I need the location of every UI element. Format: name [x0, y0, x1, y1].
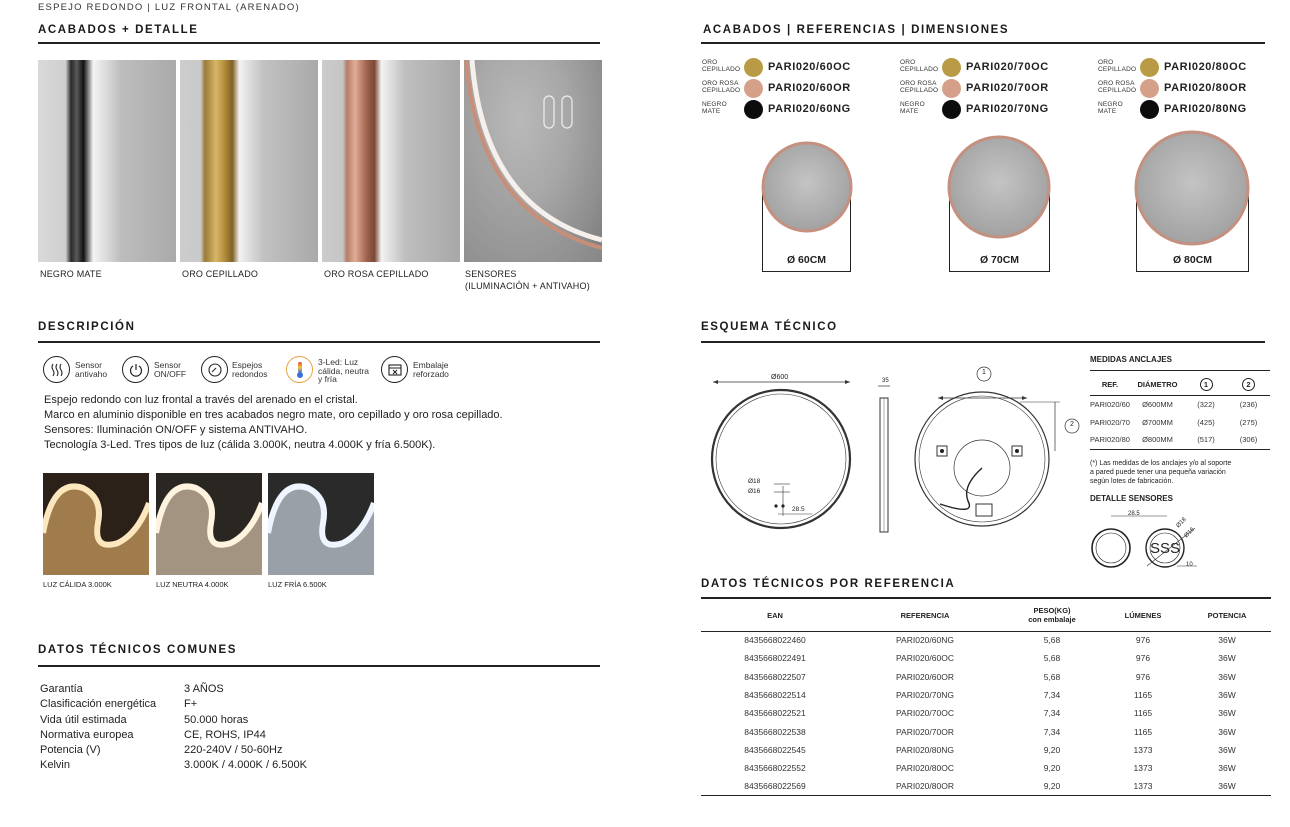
swatch-rose — [1140, 79, 1159, 98]
description-title: DESCRIPCIÓN — [38, 321, 136, 333]
swatch-gold — [1140, 58, 1159, 77]
feature-label-package: Embalaje reforzado — [413, 360, 449, 379]
dim-depth: 35 — [882, 378, 889, 384]
spec-key: Potencia (V) — [40, 744, 101, 756]
schema-rule — [701, 341, 1265, 343]
spec-key: Garantía — [40, 683, 83, 695]
description-line: Sensores: Iluminación ON/OFF y sistema ANTIVAHO. — [44, 424, 308, 436]
dim-detail-height: 10 — [1186, 562, 1193, 568]
ref-code: PARI020/70NG — [966, 103, 1049, 115]
mirror-80-image — [1132, 128, 1252, 248]
table-row: 8435668022491 PARI020/60OC 5,68 976 36W — [744, 653, 1236, 664]
swatch-black — [744, 100, 763, 119]
light-label-warm: LUZ CÁLIDA 3.000K — [43, 580, 112, 589]
table-row: 8435668022507 PARI020/60OR 5,68 976 36W — [744, 671, 1236, 682]
description-line: Tecnología 3-Led. Tres tipos de luz (cálida 3.000K, neutra 4.000K y fría 6.500K). — [44, 439, 436, 451]
mirror-60-image — [760, 140, 854, 234]
anchors-note: (*) Las medidas de los anclajes y/o al soporte a pared puede tener una pequeña variación según lotes de fabricación. — [1090, 460, 1232, 485]
dim-sensor-d2: Ø16 — [748, 488, 761, 495]
dim-sensor-offset: 28.5 — [792, 506, 805, 513]
sensor-antivaho-icon — [43, 356, 70, 383]
swatch-rose — [942, 79, 961, 98]
ref-code: PARI020/80OC — [1164, 61, 1247, 73]
ref-code: PARI020/80NG — [1164, 103, 1247, 115]
table-row: 8435668022521 PARI020/70OC 7,34 1165 36W — [744, 708, 1236, 719]
light-sample-warm — [43, 473, 149, 575]
mirror-70-image — [946, 134, 1052, 240]
feature-label-onoff: Sensor ON/OFF — [154, 360, 187, 379]
finish-name-black: NEGRO MATE — [1098, 101, 1123, 115]
swatch-black — [942, 100, 961, 119]
finish-name-gold: ORO CEPILLADO — [702, 59, 741, 73]
spec-value: F+ — [184, 698, 198, 710]
spec-key: Clasificación energética — [40, 698, 157, 710]
finish-name-gold: ORO CEPILLADO — [1098, 59, 1137, 73]
sensors-detail-title: DETALLE SENSORES — [1090, 494, 1173, 503]
diameter-70: Ø 70CM — [979, 254, 1020, 266]
ref-code: PARI020/80OR — [1164, 82, 1247, 94]
light-sample-cold — [268, 473, 374, 575]
description-line: Marco en aluminio disponible en tres acabados negro mate, oro cepillado y oro rosa cepillado. — [44, 409, 503, 421]
light-label-cold: LUZ FRÍA 6.500K — [268, 580, 327, 589]
dim-detail-d1: Ø18 — [1175, 516, 1188, 530]
finish-name-rose: ORO ROSA CEPILLADO — [1098, 80, 1137, 94]
feature-label-antivaho: Sensor antivaho — [75, 360, 108, 379]
anchors-header: REF. — [1101, 379, 1119, 389]
table-row: PARI020/60 Ø600MM (322) (236) — [1090, 399, 1258, 409]
finishes-rule — [38, 42, 600, 44]
tech-header-weight: PESO(KG) con embalaje — [1028, 606, 1076, 625]
round-mirror-icon — [201, 356, 228, 383]
ref-code: PARI020/70OR — [966, 82, 1049, 94]
tech-header: POTENCIA — [1207, 610, 1247, 620]
ref-code: PARI020/60OC — [768, 61, 851, 73]
anchors-table — [1090, 374, 1270, 450]
ref-code: PARI020/60NG — [768, 103, 851, 115]
spec-value: 50.000 horas — [184, 714, 249, 726]
spec-value: 220-240V / 50-60Hz — [184, 744, 283, 756]
reinforced-package-icon — [381, 356, 408, 383]
finish-photo-sensors — [464, 60, 602, 262]
table-row: 8435668022569 PARI020/80OR 9,20 1373 36W — [701, 777, 1271, 795]
description-line: Espejo redondo con luz frontal a través del arenado en el cristal. — [44, 394, 358, 406]
anchors-rule — [1090, 370, 1270, 371]
swatch-black — [1140, 100, 1159, 119]
spec-key: Vida útil estimada — [40, 714, 127, 726]
light-sample-neutral — [156, 473, 262, 575]
anchors-header-2: 2 — [1227, 374, 1270, 395]
finish-name-black: NEGRO MATE — [900, 101, 925, 115]
finish-photo-black — [38, 60, 176, 262]
spec-value: 3.000K / 4.000K / 6.500K — [184, 759, 307, 771]
refs-title: ACABADOS | REFERENCIAS | DIMENSIONES — [703, 24, 1010, 36]
spec-value: 3 AÑOS — [184, 683, 224, 695]
diameter-80: Ø 80CM — [1172, 254, 1213, 266]
dim-sensor-d1: Ø18 — [748, 478, 761, 485]
finish-label-sensors: SENSORES — [465, 269, 517, 279]
finish-photo-rose — [322, 60, 460, 262]
table-row: 8435668022538 PARI020/70OR 7,34 1165 36W — [744, 726, 1236, 737]
anchors-title: MEDIDAS ANCLAJES — [1090, 355, 1172, 364]
swatch-gold — [942, 58, 961, 77]
tech-header: REFERENCIA — [900, 610, 950, 620]
tech-header: EAN — [767, 610, 783, 620]
swatch-rose — [744, 79, 763, 98]
dim-front-diameter: Ø600 — [771, 374, 789, 381]
svg-text:SSS: SSS — [1149, 540, 1181, 557]
technical-drawing — [700, 356, 1085, 546]
light-label-neutral: LUZ NEUTRA 4.000K — [156, 580, 229, 589]
ref-code: PARI020/70OC — [966, 61, 1049, 73]
dim-detail-offset: 28.5 — [1128, 511, 1140, 517]
tech-header: LÚMENES — [1124, 610, 1162, 620]
finish-name-black: NEGRO MATE — [702, 101, 727, 115]
finishes-title: ACABADOS + DETALLE — [38, 24, 199, 36]
table-row: 8435668022460 PARI020/60NG 5,68 976 36W — [744, 635, 1236, 646]
power-icon — [122, 356, 149, 383]
tech-rule — [701, 597, 1271, 599]
spec-key: Normativa europea — [40, 729, 134, 741]
spec-value: CE, ROHS, IP44 — [184, 729, 266, 741]
table-row: 8435668022514 PARI020/70NG 7,34 1165 36W — [744, 690, 1236, 701]
common-specs-rule — [38, 665, 600, 667]
table-row: PARI020/80 Ø800MM (517) (306) — [1090, 431, 1270, 449]
dim-anchor-1: 1 — [982, 369, 986, 376]
ref-code: PARI020/60OR — [768, 82, 851, 94]
table-row: PARI020/70 Ø700MM (425) (275) — [1090, 417, 1258, 427]
finish-label-rose: ORO ROSA CEPILLADO — [324, 269, 429, 279]
product-line-header: ESPEJO REDONDO | LUZ FRONTAL (ARENADO) — [38, 2, 300, 13]
finish-label-gold: ORO CEPILLADO — [182, 269, 259, 279]
finish-name-rose: ORO ROSA CEPILLADO — [900, 80, 939, 94]
description-rule — [38, 341, 600, 343]
feature-label-3led: 3-Led: Luz cálida, neutra y fría — [318, 357, 370, 384]
swatch-gold — [744, 58, 763, 77]
table-row: 8435668022552 PARI020/80OC 9,20 1373 36W — [744, 763, 1236, 774]
dim-detail-d2: Ø16 — [1183, 526, 1196, 540]
tech-table — [701, 600, 1271, 796]
finish-label-black: NEGRO MATE — [40, 269, 102, 279]
finish-name-gold: ORO CEPILLADO — [900, 59, 939, 73]
spec-key: Kelvin — [40, 759, 70, 771]
finish-name-rose: ORO ROSA CEPILLADO — [702, 80, 741, 94]
thermometer-icon — [286, 356, 313, 383]
feature-label-round: Espejos redondos — [232, 360, 268, 379]
refs-rule — [701, 42, 1265, 44]
common-specs-title: DATOS TÉCNICOS COMUNES — [38, 644, 237, 656]
table-row: 8435668022545 PARI020/80NG 9,20 1373 36W — [744, 744, 1236, 755]
finish-label-sensors-detail: (ILUMINACIÓN + ANTIVAHO) — [465, 281, 590, 291]
tech-title: DATOS TÉCNICOS POR REFERENCIA — [701, 578, 956, 590]
schema-title: ESQUEMA TÉCNICO — [701, 321, 838, 333]
dim-anchor-2: 2 — [1070, 421, 1074, 428]
diameter-60: Ø 60CM — [786, 254, 827, 266]
finish-photo-gold — [180, 60, 318, 262]
anchors-header-1: 1 — [1185, 374, 1227, 395]
anchors-header: DIÁMETRO — [1137, 379, 1178, 389]
